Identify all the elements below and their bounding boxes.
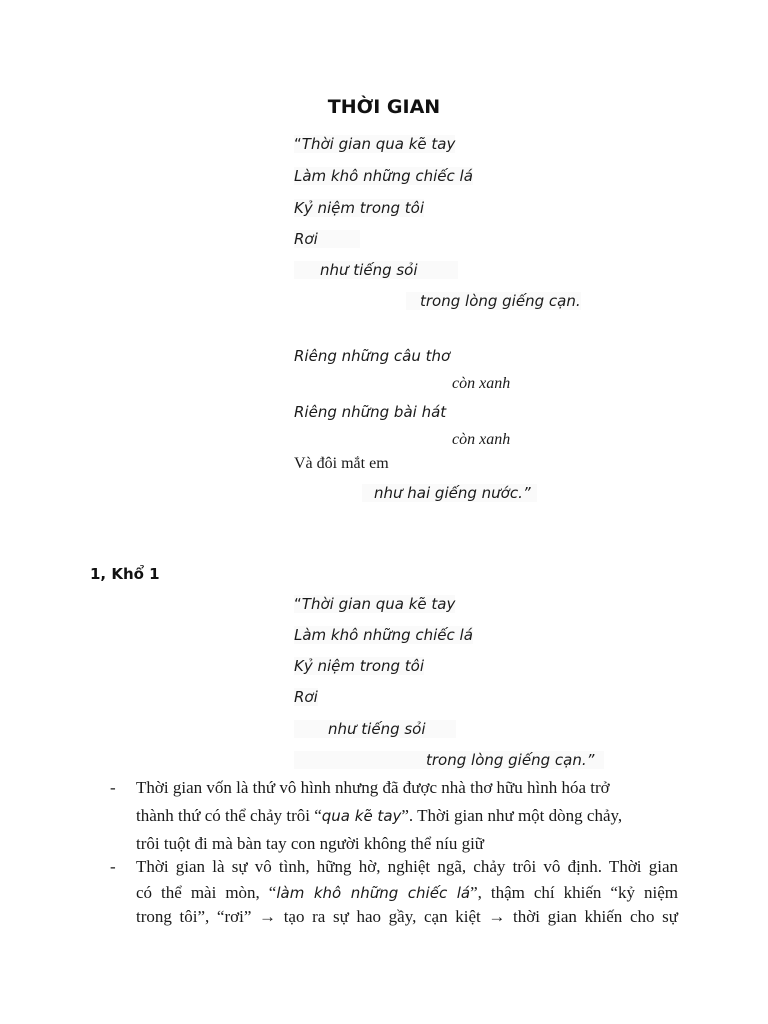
open-quote: “	[294, 595, 302, 613]
bullet-item	[110, 778, 678, 858]
bullet-text-row	[136, 806, 622, 826]
bullet-text-row: Thời gian vốn là thứ vô hình nhưng đã được nhà thơ hữu hình hóa trở	[136, 778, 610, 797]
bullet-text-row	[136, 883, 678, 903]
bullet-text-row: trôi tuột đi mà bàn tay con người không thể níu giữ	[136, 834, 485, 853]
bullet-text-row: Thời gian là sự vô tình, hững hờ, nghiệt ngã, chảy trôi vô định. Thời gian	[136, 857, 678, 876]
poem-line: Kỷ niệm trong tôi	[294, 199, 425, 217]
italic-quote: qua kẽ tay	[321, 807, 402, 825]
poem-line: trong lòng giếng cạn.	[406, 292, 581, 310]
bullet-text-row: trong tôi”, “rơi” → tạo ra sự hao gầy, cạn kiệt → thời gian khiến cho sự	[136, 907, 678, 926]
bullet-dash: -	[110, 857, 116, 876]
poem-line: Kỷ niệm trong tôi	[294, 657, 425, 675]
text-span: ”, thậm chí khiến “kỷ niệm	[470, 883, 678, 902]
italic-quote: làm khô những chiếc lá	[276, 884, 471, 902]
poem-line: Làm khô những chiếc lá	[294, 626, 473, 644]
poem-line: còn xanh	[452, 375, 511, 392]
page-title: THỜI GIAN	[327, 96, 441, 118]
text-span: ”. Thời gian như một dòng chảy,	[401, 806, 623, 825]
poem-line: Riêng những câu thơ	[294, 347, 451, 365]
section-heading: 1, Khổ 1	[90, 565, 160, 583]
text-span: thành thứ có thể chảy trôi “	[136, 806, 322, 825]
poem-line	[294, 595, 455, 613]
poem-line: như hai giếng nước.”	[362, 484, 537, 502]
poem-line: Rơi	[294, 230, 360, 248]
poem-line: như tiếng sỏi	[294, 720, 456, 738]
poem-line	[294, 135, 455, 153]
open-quote: “	[294, 135, 302, 153]
poem-line: như tiếng sỏi	[294, 261, 458, 279]
poem-line-text: Thời gian qua kẽ tay	[301, 595, 456, 613]
poem-line: Rơi	[294, 688, 318, 706]
poem-line: Làm khô những chiếc lá	[294, 167, 473, 185]
poem-line: trong lòng giếng cạn.”	[294, 751, 604, 769]
poem-line: Riêng những bài hát	[294, 403, 447, 421]
poem-line: Và đôi mắt em	[294, 455, 389, 472]
bullet-dash: -	[110, 778, 116, 797]
poem-line-text: Thời gian qua kẽ tay	[301, 135, 456, 153]
bullet-item	[110, 857, 678, 937]
poem-line: còn xanh	[452, 431, 511, 448]
text-span: có thể mài mòn, “	[136, 883, 277, 902]
